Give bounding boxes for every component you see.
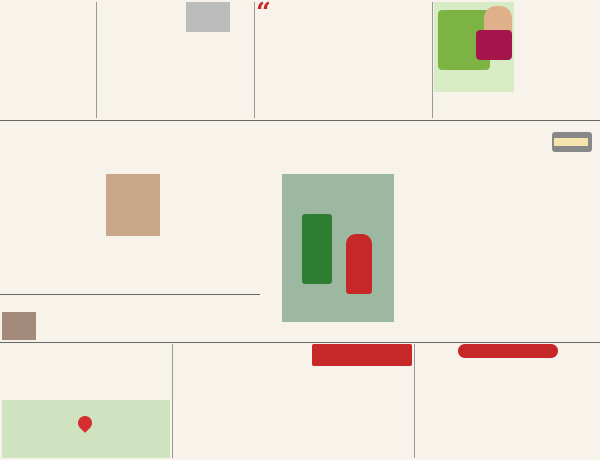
- story-f-badge: [312, 344, 412, 366]
- story-d-headline: [2, 344, 170, 374]
- column-divider: [172, 344, 173, 458]
- story-b: [262, 122, 598, 322]
- column-divider: [254, 2, 255, 118]
- story-c-photo: [2, 312, 36, 340]
- story-c-headline: [2, 296, 260, 310]
- location-pin-icon: [75, 413, 95, 433]
- top-photo: [186, 2, 230, 32]
- section-rule: [0, 342, 600, 343]
- ad-badge: [476, 30, 512, 60]
- story-f-body: [312, 370, 412, 458]
- story-e-body: [176, 378, 308, 458]
- story-b-body-right: [500, 174, 596, 322]
- fuel-station-photo: [282, 174, 394, 322]
- ad-caption: [438, 78, 510, 90]
- ad-graphic: [434, 2, 514, 92]
- story-d-body: [2, 378, 170, 398]
- gas-cylinder-icon: [346, 234, 372, 294]
- story-e: [176, 344, 308, 458]
- nozzle-label: [554, 138, 588, 146]
- story-f: [312, 344, 412, 458]
- story-a: [2, 122, 260, 292]
- story-d-map-photo: [2, 400, 170, 458]
- fuel-pump-icon: [302, 214, 332, 284]
- story-c-body: [40, 312, 260, 340]
- story-a-body-right: [164, 170, 260, 292]
- top-column-1: [2, 2, 94, 118]
- story-a-body-left: [2, 170, 102, 292]
- section-rule: [0, 120, 600, 121]
- story-b-body-left: [400, 174, 496, 322]
- section-rule: [0, 294, 260, 295]
- column-divider: [432, 2, 433, 118]
- fuel-nozzle-graphic: [548, 122, 598, 168]
- story-a-headline: [2, 122, 260, 162]
- top-column-2: [100, 2, 178, 118]
- top-column-6: [516, 2, 598, 118]
- story-d: [2, 344, 170, 458]
- story-g-body: [418, 384, 598, 458]
- column-divider: [96, 2, 97, 118]
- column-divider: [414, 344, 415, 458]
- top-column-5: [346, 2, 430, 118]
- story-a-photo: [106, 174, 160, 236]
- story-g-headline: [418, 360, 598, 380]
- top-column-4: [258, 2, 342, 118]
- story-a-photo-caption: [106, 238, 160, 258]
- story-g: [418, 344, 598, 458]
- story-c: [2, 296, 260, 340]
- story-g-badge: [458, 344, 558, 358]
- quote-mark: “: [256, 0, 271, 24]
- story-e-headline: [176, 344, 308, 374]
